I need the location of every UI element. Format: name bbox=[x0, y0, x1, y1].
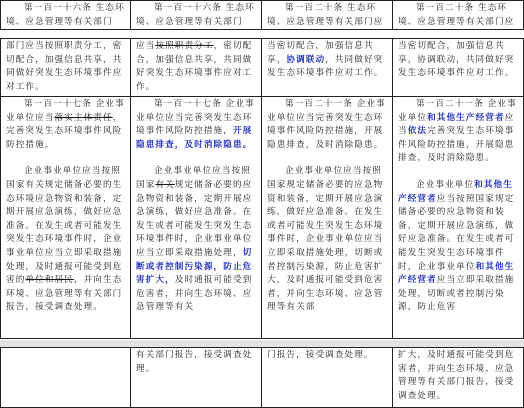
top-cell-4: 第一百二十条 生态环境、应急管理等有关部门应 bbox=[393, 1, 524, 30]
row-a-col-1 bbox=[1, 39, 131, 97]
article-paragraph-run: 和其他生产经营者 bbox=[427, 112, 505, 123]
article-paragraph-run: 第一百二十一条 企业事业单位 bbox=[398, 99, 517, 123]
row-b-text-2 bbox=[131, 97, 261, 315]
article-paragraph bbox=[6, 98, 126, 152]
article-paragraph-run: 第一百二十一条 企业事业单位应当完善突发生态环境事件风险防控措施，开展隐患排查，及时消除隐患。 bbox=[267, 99, 386, 150]
row-a-text-run: 当密切配合，加强信息共享，协调联动，共同做好突发生态环境事件应对工作。 bbox=[398, 41, 515, 79]
article-paragraph-run: 应当 bbox=[398, 112, 515, 137]
row-a-text-3 bbox=[262, 39, 392, 81]
row-a-text-run: 按照职责分工 bbox=[155, 41, 214, 51]
article-paragraph-run: 应当立即采取措施处理，切断或者控制污染源，防止危害 bbox=[398, 275, 515, 313]
row-b-text-1 bbox=[1, 97, 130, 315]
article-paragraph-run: 和其他生产经营者 bbox=[398, 261, 515, 286]
row-a-text-run: 应当 bbox=[136, 41, 156, 51]
article-paragraph-run: 单位和居民 bbox=[25, 275, 74, 286]
article-paragraph-run: 和其他生产经营者 bbox=[398, 179, 513, 204]
article-paragraph-run: 应当按照国家规定储备必要的应急物资和装备，定期开展应急演练，做好应急准备。在发生或者可能发生突发生态环境事件时，企业事业单位 bbox=[398, 193, 515, 272]
row-b-text-3 bbox=[262, 97, 392, 315]
top-strip-table bbox=[0, 0, 524, 30]
table-row bbox=[1, 348, 524, 408]
article-paragraph-run: 企业事业单位 bbox=[416, 179, 475, 190]
bottom-cell-4: 扩大，及时通报可能受到危害者，并向生态环境、应急管理等有关部门报告，接受调查处理。 bbox=[393, 348, 524, 408]
article-paragraph-run: 依法 bbox=[407, 126, 428, 137]
row-a-text-4 bbox=[393, 39, 523, 81]
article-paragraph-run: 开展隐患排查，及时消除隐患。 bbox=[136, 126, 253, 150]
table-row bbox=[1, 97, 524, 339]
row-a-col-4 bbox=[393, 39, 524, 97]
article-paragraph-run: 第一百一十七条 企业事业单位应当完善突发生态环境事件风险防控措施， bbox=[136, 99, 255, 137]
article-paragraph bbox=[267, 98, 388, 152]
top-cell-3: 第一百二十条 生态环境、应急管理等有关部门应 bbox=[262, 1, 393, 30]
article-paragraph-run: 企业事业单位应当按照国家 bbox=[136, 166, 251, 190]
bottom-cell-1 bbox=[1, 348, 131, 408]
article-paragraph-run: 切断或者控制污染源，防止危害扩大， bbox=[136, 247, 253, 286]
article-paragraph-run: ，完善突发生态环境事件风险防控措施。 bbox=[6, 112, 123, 150]
row-b-col-4 bbox=[393, 97, 524, 339]
article-paragraph bbox=[136, 165, 257, 315]
article-paragraph bbox=[398, 179, 519, 315]
row-a-col-2 bbox=[131, 39, 262, 97]
row-a-text-1 bbox=[1, 39, 130, 94]
row-b-col-2 bbox=[131, 97, 262, 339]
article-paragraph-run: 完善突发生态环境事件风险防控措施，开展隐患排查，及时消除隐患。 bbox=[398, 126, 515, 164]
article-paragraph-run: ，并向生态环境、应急管理等有关部门报告，接受调查处理。 bbox=[6, 275, 123, 313]
row-b-col-3 bbox=[262, 97, 393, 339]
row-a-text-run: ，密切配合，加强信息共享，共同做好突发生态环境事件应对工作。 bbox=[136, 41, 253, 92]
article-paragraph bbox=[6, 165, 126, 315]
comparison-table bbox=[0, 38, 524, 339]
page-break-band bbox=[0, 340, 524, 347]
row-a-text-2 bbox=[131, 39, 261, 94]
continuation-table bbox=[0, 347, 524, 408]
row-a-text-run: ，共同做好突发生态环境事件应对工作。 bbox=[267, 54, 384, 79]
article-paragraph-run: 有关 bbox=[155, 179, 175, 190]
article-paragraph bbox=[136, 98, 257, 152]
article-paragraph-run: 规定储备必要的应急物资和装备，定期开展应急演练，做好应急准备。在发生或者可能发生突发生态环境事件时，企业事业单位应当立即采取措施处理， bbox=[136, 179, 253, 258]
row-a-text-run: 当密切配合，加强信息共享， bbox=[267, 41, 374, 65]
article-paragraph bbox=[398, 98, 519, 166]
row-b-text-4 bbox=[393, 97, 523, 315]
row-a-text-run: 部门应当按照职责分工，密切配合，加强信息共享，共同做好突发生态环境事件应对工作。 bbox=[6, 41, 123, 92]
article-paragraph-run: 企业事业单位应当按照国家有关规定储备必要的生态环境应急物资和装备，定期开展应急演练，做好应急准备。在发生或者可能发生突发生态环境事件时，企业事业单位应当立即采取措施处理，及时通报可能受到危害的 bbox=[6, 166, 123, 286]
table-row bbox=[1, 39, 524, 97]
article-paragraph-run: 落实主体责任 bbox=[54, 112, 113, 123]
top-cell-1: 第一百一十六条 生态环境、应急管理等有关部门 bbox=[1, 1, 131, 30]
article-paragraph-run: 企业事业单位应当按照国家规定储备必要的应急物资和装备，定期开展应急演练，做好应急准备。在发生或者可能发生突发生态环境事件时，企业事业单位应当立即采取措施处理，切断或者控制污染源，防止危害扩大，及时通报可能受到危害者，并向生态环境、应急管理等有关部 bbox=[267, 166, 384, 313]
article-paragraph bbox=[267, 165, 388, 315]
bottom-cell-2: 有关部门报告，接受调查处理。 bbox=[131, 348, 262, 408]
row-a-col-3 bbox=[262, 39, 393, 97]
bottom-cell-3: 门报告，接受调查处理。 bbox=[262, 348, 393, 408]
article-paragraph-run: 第一百一十七条 企业事业单位应当 bbox=[6, 99, 125, 123]
row-a-text-run: 协调联动 bbox=[286, 54, 326, 65]
row-b-col-1 bbox=[1, 97, 131, 339]
article-paragraph-run: 及时通报可能受到危害者，并向生态环境、应急管理等有关 bbox=[136, 275, 253, 313]
top-cell-2: 第一百一十六条 生态环境、应急管理等有关部门 bbox=[131, 1, 262, 30]
